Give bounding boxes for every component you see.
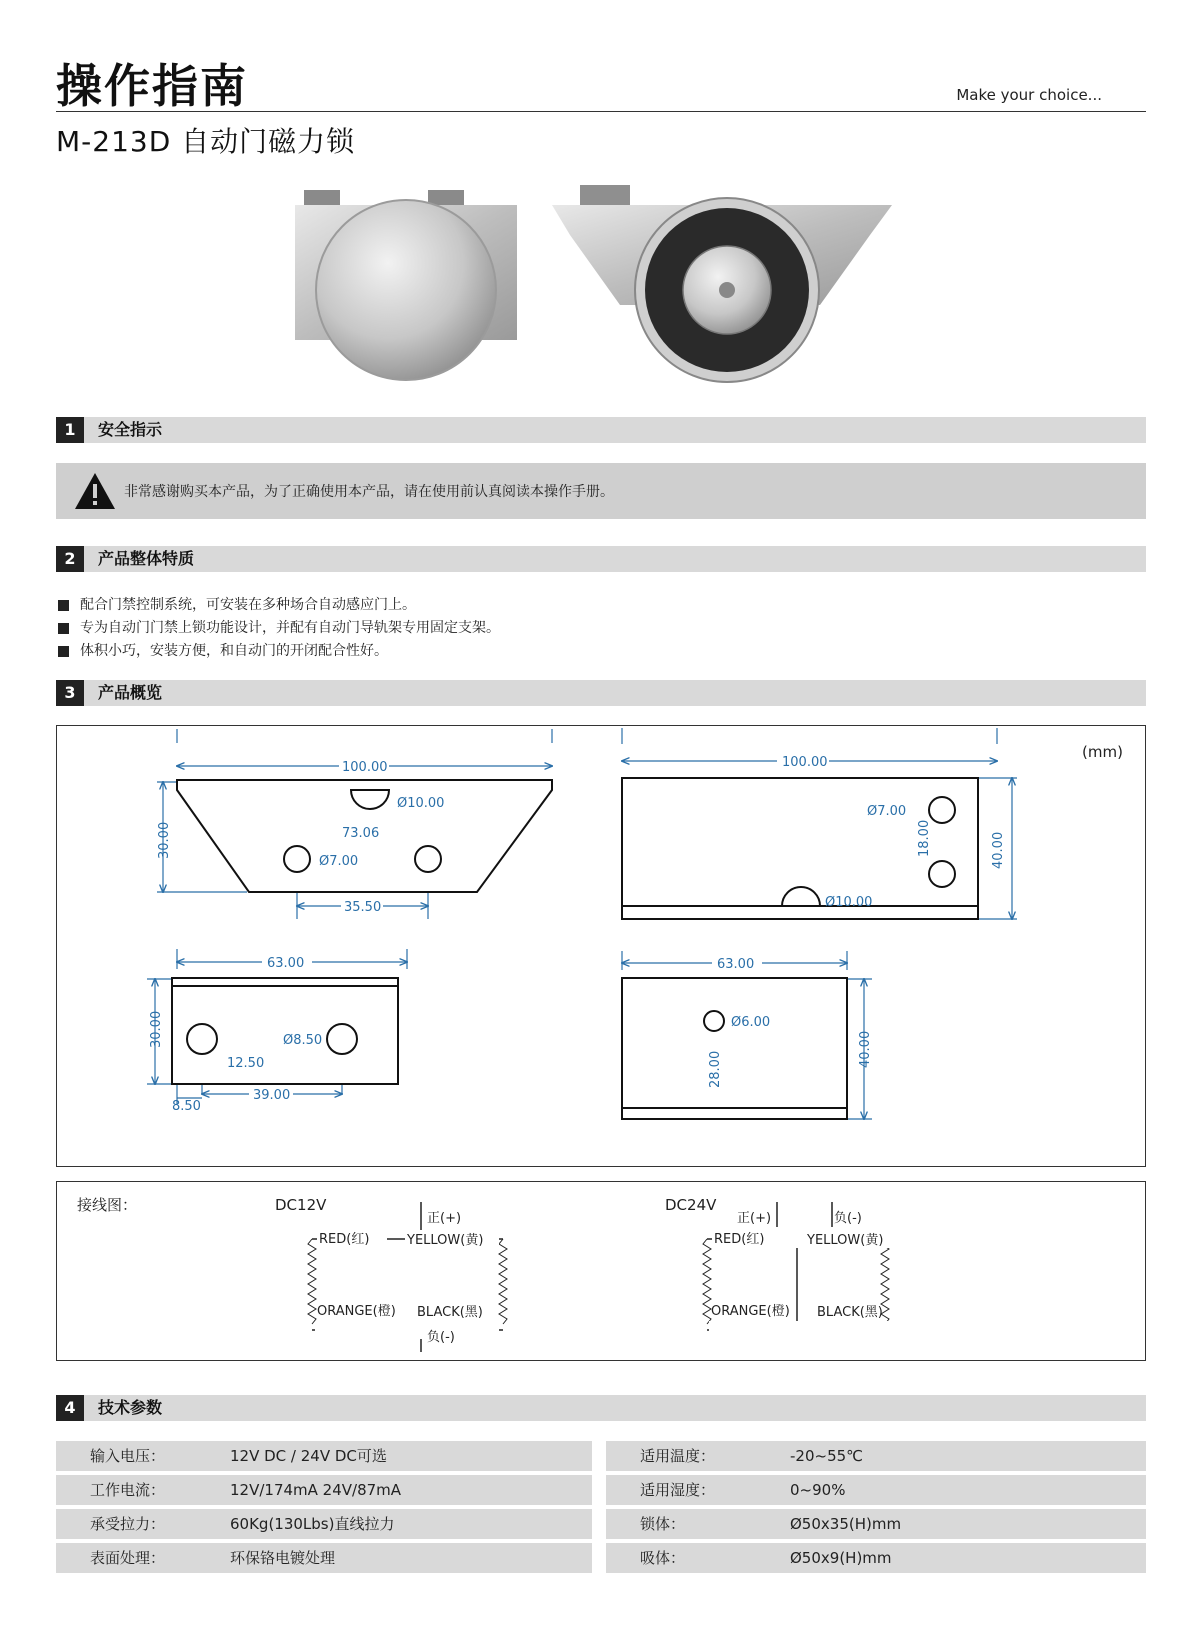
safety-text: 非常感谢购买本产品，为了正确使用本产品，请在使用前认真阅读本操作手册。 [124, 484, 614, 500]
dim-label: Ø8.50 [283, 1033, 323, 1048]
wiring-title: 接线图： [77, 1196, 138, 1214]
wire-label: 正(+) [737, 1211, 772, 1226]
table-row: 锁体： Ø50x35(H)mm [606, 1509, 1146, 1539]
section-number: 1 [56, 417, 84, 443]
dim-label: 100.00 [342, 760, 388, 775]
section-number: 3 [56, 680, 84, 706]
section-label: 产品概览 [98, 683, 163, 702]
dim-label: 8.50 [172, 1099, 201, 1114]
table-row: 承受拉力： 60Kg(130Lbs)直线拉力 [56, 1509, 592, 1539]
dim-label: 30.00 [157, 821, 172, 859]
wire-label: RED(红) [714, 1232, 765, 1247]
wiring-dc24v [665, 1196, 912, 1339]
bracket-hole [415, 846, 441, 872]
dim-label: 30.00 [149, 1010, 164, 1048]
dim-label: Ø7.00 [319, 854, 359, 869]
section-header-safety [56, 417, 1146, 443]
wiring-diagram [56, 1181, 1146, 1361]
dim-label: 28.00 [708, 1050, 723, 1088]
product-photos [290, 185, 930, 395]
table-row: 适用温度： -20~55℃ [606, 1441, 1146, 1471]
plate-hole [327, 1024, 357, 1054]
list-item: 专为自动门门禁上锁功能设计，并配有自动门导轨架专用固定支架。 [56, 617, 500, 640]
dim-label: 100.00 [782, 755, 828, 770]
section-number: 2 [56, 546, 84, 572]
wire-label: BLACK(黑) [417, 1305, 483, 1320]
section-label: 产品整体特质 [98, 549, 195, 568]
wire-label: YELLOW(黄) [407, 1233, 484, 1248]
section-label: 技术参数 [98, 1398, 163, 1417]
safety-notice [56, 463, 1146, 519]
dim-label: 39.00 [253, 1088, 291, 1103]
wire-label: BLACK(黑) [817, 1305, 883, 1320]
wire-label: YELLOW(黄) [807, 1233, 884, 1248]
lock-face-hole [929, 861, 955, 887]
tagline: Make your choice... [956, 86, 1102, 104]
dim-label: 40.00 [858, 1030, 873, 1068]
dim-label: 18.00 [917, 819, 932, 857]
wiring-voltage-label: DC24V [665, 1196, 717, 1214]
dim-label: Ø10.00 [397, 796, 445, 811]
dim-label: 73.06 [342, 826, 380, 841]
wiring-dc12v [275, 1196, 507, 1352]
warning-icon [74, 471, 116, 511]
section-header-overview [56, 680, 1146, 706]
table-row: 输入电压： 12V DC / 24V DC可选 [56, 1441, 592, 1471]
list-item: 体积小巧，安装方便，和自动门的开闭配合性好。 [56, 640, 500, 663]
armature-hole [704, 1011, 724, 1031]
dim-label: Ø10.00 [825, 895, 873, 910]
bracket-hole [284, 846, 310, 872]
section-number: 4 [56, 1395, 84, 1421]
header-rule [56, 111, 1146, 112]
dim-label: 63.00 [267, 956, 305, 971]
wire-label: 负(-) [427, 1330, 455, 1345]
table-row: 适用湿度： 0~90% [606, 1475, 1146, 1505]
armature-outline [622, 978, 847, 1119]
page-title: 操作指南 [56, 59, 248, 113]
dim-label: 35.50 [344, 900, 382, 915]
unit-label: (mm) [1082, 743, 1123, 761]
dim-label: Ø6.00 [731, 1015, 771, 1030]
dimension-drawings [56, 725, 1146, 1167]
wire-label: RED(红) [319, 1232, 370, 1247]
wire-label: ORANGE(橙) [317, 1304, 396, 1319]
wiring-voltage-label: DC12V [275, 1196, 327, 1214]
lock-body-photo [552, 185, 892, 382]
feature-list [56, 594, 500, 663]
dim-label: 12.50 [227, 1056, 265, 1071]
armature-plate-photo [295, 190, 517, 380]
table-row: 吸体： Ø50x9(H)mm [606, 1543, 1146, 1573]
section-header-features [56, 546, 1146, 572]
table-row: 工作电流： 12V/174mA 24V/87mA [56, 1475, 592, 1505]
lock-face-hole [929, 797, 955, 823]
plate-hole [187, 1024, 217, 1054]
section-label: 安全指示 [98, 420, 163, 439]
wire-label: 负(-) [834, 1211, 862, 1226]
dim-label: 40.00 [991, 831, 1006, 869]
dim-label: Ø7.00 [867, 804, 907, 819]
section-header-specs [56, 1395, 1146, 1421]
list-item: 配合门禁控制系统，可安装在多种场合自动感应门上。 [56, 594, 500, 617]
table-row: 表面处理： 环保铬电镀处理 [56, 1543, 592, 1573]
product-subtitle: M-213D 自动门磁力锁 [56, 125, 356, 158]
wire-label: 正(+) [427, 1211, 462, 1226]
wire-label: ORANGE(橙) [711, 1304, 790, 1319]
dim-label: 63.00 [717, 957, 755, 972]
